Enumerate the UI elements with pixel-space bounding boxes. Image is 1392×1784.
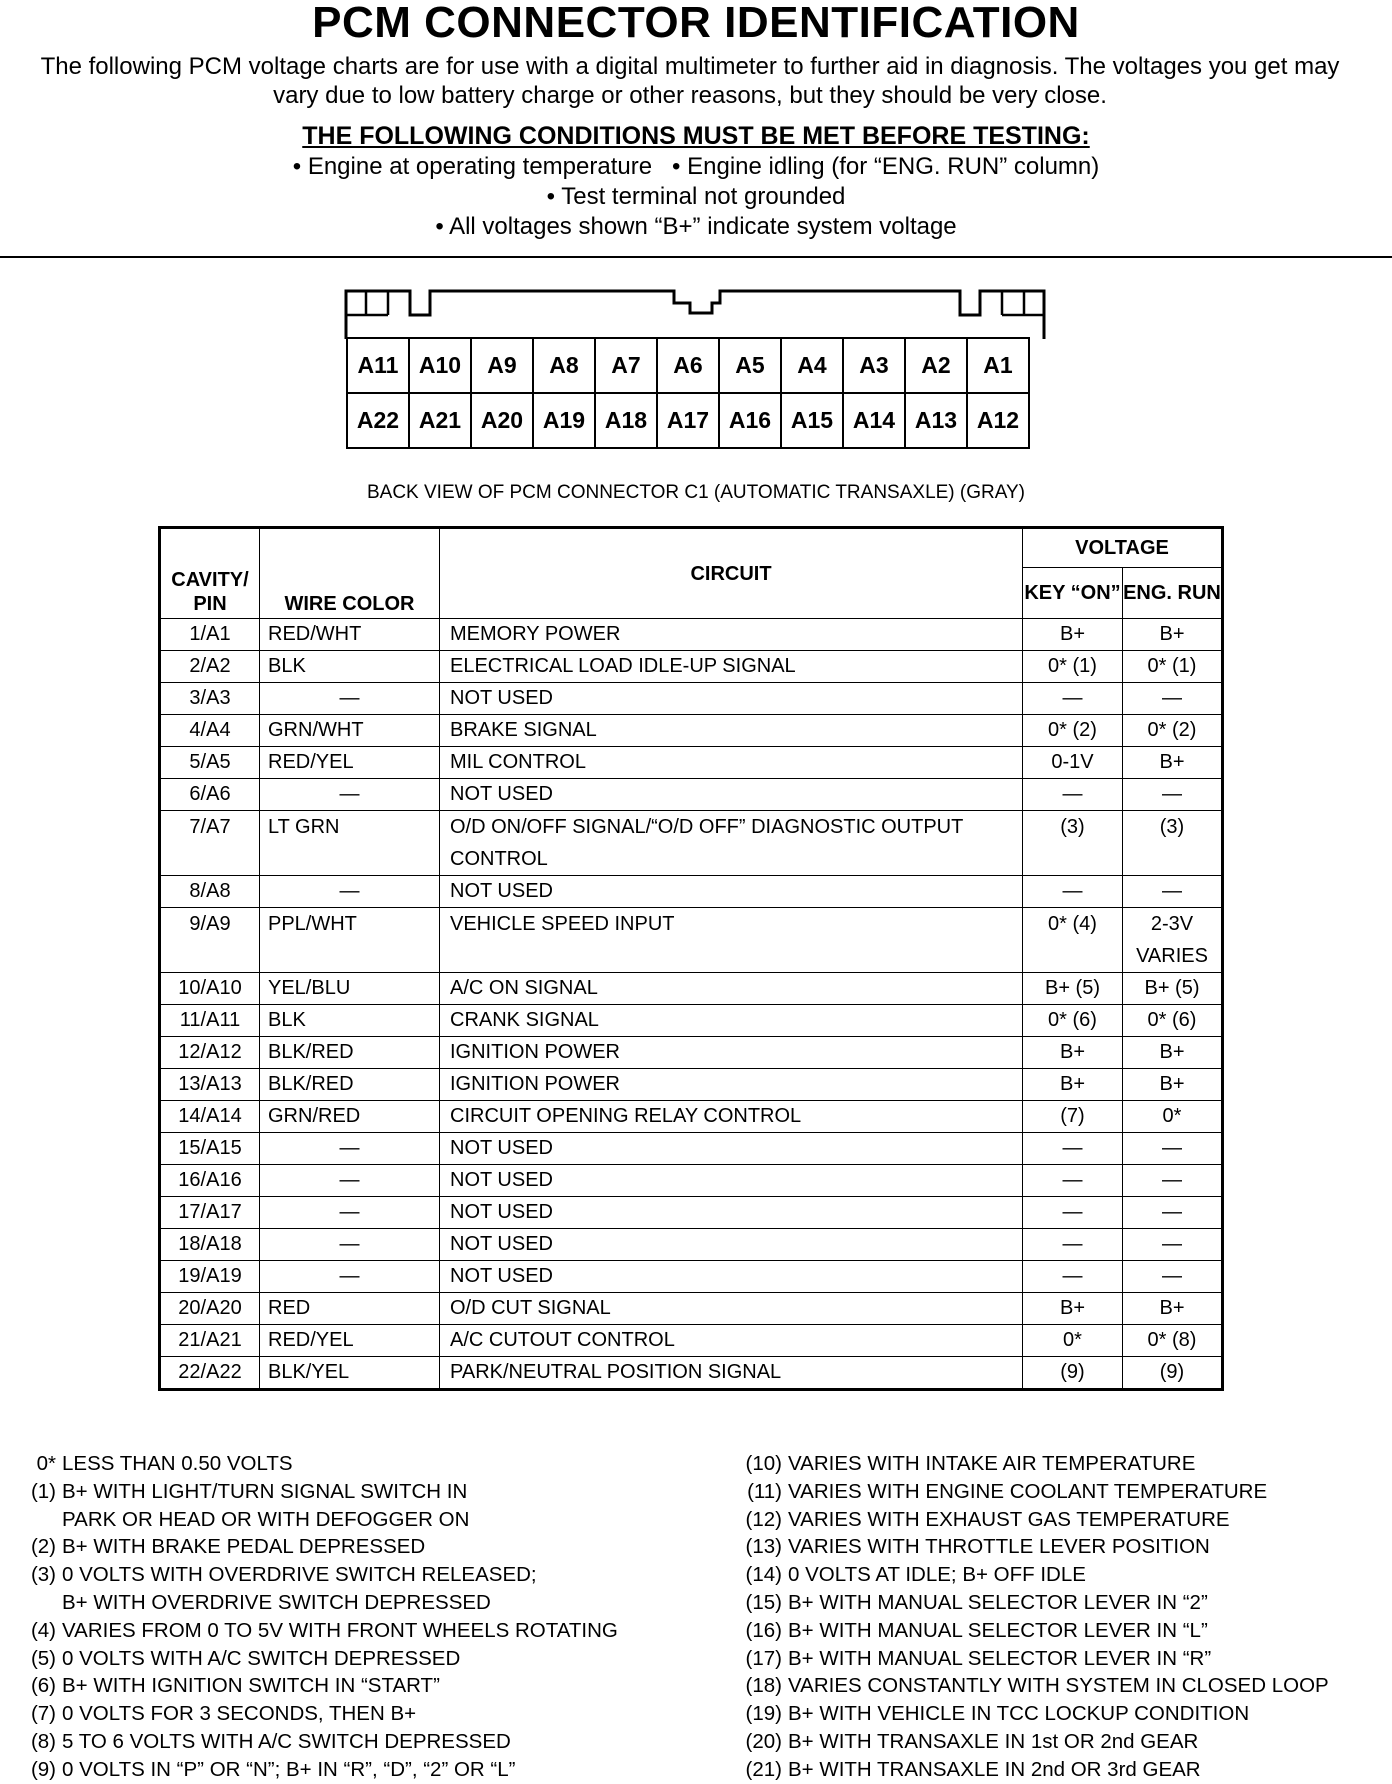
wire-color-cell: — <box>260 779 440 811</box>
table-row <box>160 683 1223 715</box>
table-row <box>160 1261 1223 1293</box>
table-row <box>160 1197 1223 1229</box>
circuit-cell: NOT USED <box>440 1229 1023 1261</box>
header-voltage: VOLTAGE <box>1023 528 1223 568</box>
circuit-cell: NOT USED <box>440 1261 1023 1293</box>
key-on-voltage-cell: — <box>1023 1197 1123 1229</box>
circuit-cell: VEHICLE SPEED INPUT <box>440 908 1023 973</box>
circuit-cell: MEMORY POWER <box>440 619 1023 651</box>
eng-run-voltage-cell: B+ <box>1123 1293 1223 1325</box>
footnote <box>14 1589 704 1617</box>
pin-cell: 5/A5 <box>160 747 260 779</box>
footnote-text: LESS THAN 0.50 VOLTS <box>62 1452 293 1475</box>
wire-color-cell: RED/YEL <box>260 1325 440 1357</box>
footnote-number: 0* <box>36 1452 56 1475</box>
pin-cell: 2/A2 <box>160 651 260 683</box>
pin-cell: 16/A16 <box>160 1165 260 1197</box>
footnote-text: VARIES WITH EXHAUST GAS TEMPERATURE <box>788 1507 1230 1531</box>
table-row <box>160 1165 1223 1197</box>
footnote <box>728 1756 1388 1784</box>
wire-color-cell: BLK <box>260 1005 440 1037</box>
footnote-number: (5) <box>30 1646 56 1670</box>
eng-run-voltage-cell: — <box>1123 1261 1223 1293</box>
wire-color-cell: RED <box>260 1293 440 1325</box>
footnote-number <box>14 1506 62 1534</box>
footnote-text: PARK OR HEAD OR WITH DEFOGGER ON <box>62 1507 470 1531</box>
connector-pin-row <box>347 393 1029 448</box>
key-on-voltage-cell: 0* (6) <box>1023 1005 1123 1037</box>
connector-caption: BACK VIEW OF PCM CONNECTOR C1 (AUTOMATIC TRANSAXLE) (GRAY) <box>366 482 1026 503</box>
eng-run-voltage-cell: B+ (5) <box>1123 973 1223 1005</box>
pin-cell: 21/A21 <box>160 1325 260 1357</box>
pin-cell: 6/A6 <box>160 779 260 811</box>
table-row <box>160 1069 1223 1101</box>
footnote <box>14 1533 704 1561</box>
footnote-text: B+ WITH OVERDRIVE SWITCH DEPRESSED <box>62 1590 491 1614</box>
table-row <box>160 811 1223 876</box>
key-on-voltage-cell: — <box>1023 1229 1123 1261</box>
pin-cell: 10/A10 <box>160 973 260 1005</box>
circuit-cell: PARK/NEUTRAL POSITION SIGNAL <box>440 1357 1023 1390</box>
table-row <box>160 1101 1223 1133</box>
wire-color-cell: BLK/RED <box>260 1069 440 1101</box>
footnote-text: B+ WITH MANUAL SELECTOR LEVER IN “R” <box>788 1646 1212 1670</box>
table-row <box>160 715 1223 747</box>
pin-cell: 11/A11 <box>160 1005 260 1037</box>
footnote <box>728 1506 1388 1534</box>
footnote <box>14 1561 704 1589</box>
key-on-voltage-cell: — <box>1023 1133 1123 1165</box>
footnote-number: (18) <box>745 1674 782 1698</box>
footnote <box>728 1561 1388 1589</box>
circuit-cell: CIRCUIT OPENING RELAY CONTROL <box>440 1101 1023 1133</box>
footnote-text: 0 VOLTS WITH OVERDRIVE SWITCH RELEASED; <box>62 1563 537 1587</box>
table-row <box>160 1037 1223 1069</box>
wire-color-cell: RED/WHT <box>260 619 440 651</box>
footnote-text: VARIES CONSTANTLY WITH SYSTEM IN CLOSED LOOP <box>788 1674 1329 1698</box>
key-on-voltage-cell: — <box>1023 683 1123 715</box>
footnote-text: B+ WITH LIGHT/TURN SIGNAL SWITCH IN <box>62 1479 468 1503</box>
pin-cell: 9/A9 <box>160 908 260 973</box>
wire-color-cell: — <box>260 1165 440 1197</box>
footnote-number: (7) <box>30 1702 56 1726</box>
pin-cell: 17/A17 <box>160 1197 260 1229</box>
footnote-text: VARIES FROM 0 TO 5V WITH FRONT WHEELS ROTATING <box>62 1618 618 1642</box>
circuit-cell: BRAKE SIGNAL <box>440 715 1023 747</box>
footnote-text: B+ WITH TRANSAXLE IN 2nd OR 3rd GEAR <box>788 1757 1201 1781</box>
key-on-voltage-cell: — <box>1023 779 1123 811</box>
wire-color-cell: — <box>260 1197 440 1229</box>
condition-line: • Test terminal not grounded <box>546 183 846 210</box>
wire-color-cell: LT GRN <box>260 811 440 876</box>
footnote-number: (19) <box>745 1702 782 1726</box>
footnote-number: (21) <box>745 1757 782 1781</box>
pin-cell: 14/A14 <box>160 1101 260 1133</box>
table-row <box>160 1293 1223 1325</box>
eng-run-voltage-cell: B+ <box>1123 1037 1223 1069</box>
footnote-text: B+ WITH MANUAL SELECTOR LEVER IN “L” <box>788 1618 1208 1642</box>
footnote-text: B+ WITH VEHICLE IN TCC LOCKUP CONDITION <box>788 1702 1250 1726</box>
key-on-voltage-cell: (3) <box>1023 811 1123 876</box>
key-on-voltage-cell: 0* <box>1023 1325 1123 1357</box>
footnote-text: VARIES WITH THROTTLE LEVER POSITION <box>788 1535 1210 1559</box>
footnote <box>14 1672 704 1700</box>
wire-color-cell: GRN/RED <box>260 1101 440 1133</box>
footnote-text: 0 VOLTS FOR 3 SECONDS, THEN B+ <box>62 1702 417 1726</box>
table-row <box>160 1229 1223 1261</box>
connector-pin: A15 <box>781 393 843 448</box>
key-on-voltage-cell: B+ <box>1023 1069 1123 1101</box>
connector-pin: A7 <box>595 338 657 393</box>
header-eng-run: ENG. RUN <box>1123 568 1223 619</box>
connector-pin: A9 <box>471 338 533 393</box>
key-on-voltage-cell: (7) <box>1023 1101 1123 1133</box>
footnote-text: B+ WITH BRAKE PEDAL DEPRESSED <box>62 1535 426 1559</box>
eng-run-voltage-cell: 0* <box>1123 1101 1223 1133</box>
connector-pin: A3 <box>843 338 905 393</box>
table-row <box>160 908 1223 973</box>
footnote <box>14 1506 704 1534</box>
footnote <box>728 1617 1388 1645</box>
footnote-number: (2) <box>30 1535 56 1559</box>
conditions-list <box>0 152 1392 242</box>
key-on-voltage-cell: B+ (5) <box>1023 973 1123 1005</box>
footnote-number: (3) <box>30 1563 56 1587</box>
header-key-on: KEY “ON” <box>1023 568 1123 619</box>
key-on-voltage-cell: — <box>1023 1261 1123 1293</box>
footnote <box>728 1589 1388 1617</box>
key-on-voltage-cell: — <box>1023 1165 1123 1197</box>
eng-run-voltage-cell: 0* (2) <box>1123 715 1223 747</box>
pin-cell: 3/A3 <box>160 683 260 715</box>
connector-pin: A2 <box>905 338 967 393</box>
wire-color-cell: RED/YEL <box>260 747 440 779</box>
footnote-text: VARIES WITH INTAKE AIR TEMPERATURE <box>788 1452 1196 1475</box>
key-on-voltage-cell: B+ <box>1023 619 1123 651</box>
footnote-text: 0 VOLTS WITH A/C SWITCH DEPRESSED <box>62 1646 461 1670</box>
table-row <box>160 651 1223 683</box>
circuit-cell: O/D ON/OFF SIGNAL/“O/D OFF” DIAGNOSTIC OUTPUT CONTROL <box>440 811 1023 876</box>
pin-cell: 13/A13 <box>160 1069 260 1101</box>
condition-line: • All voltages shown “B+” indicate system voltage <box>435 213 957 240</box>
pin-cell: 19/A19 <box>160 1261 260 1293</box>
footnote-text: B+ WITH IGNITION SWITCH IN “START” <box>62 1674 440 1698</box>
table-row <box>160 779 1223 811</box>
connector-pin: A11 <box>347 338 409 393</box>
circuit-cell: IGNITION POWER <box>440 1037 1023 1069</box>
footnote-number: (10) <box>745 1452 782 1475</box>
circuit-cell: NOT USED <box>440 1133 1023 1165</box>
footnote <box>728 1728 1388 1756</box>
connector-pin: A20 <box>471 393 533 448</box>
footnote <box>728 1700 1388 1728</box>
key-on-voltage-cell: 0* (4) <box>1023 908 1123 973</box>
footnote-number: (9) <box>30 1757 56 1781</box>
connector-pin: A16 <box>719 393 781 448</box>
footnote <box>14 1728 704 1756</box>
wire-color-cell: — <box>260 1229 440 1261</box>
intro-paragraph: The following PCM voltage charts are for use with a digital multimeter to further aid in diagnosis. The voltages you get may vary due to low battery charge or other reasons, but they should be very close. <box>40 53 1340 109</box>
circuit-cell: O/D CUT SIGNAL <box>440 1293 1023 1325</box>
table-row <box>160 876 1223 908</box>
circuit-cell: NOT USED <box>440 779 1023 811</box>
footnote-number: (14) <box>745 1563 782 1587</box>
wire-color-cell: — <box>260 1261 440 1293</box>
connector-pin: A19 <box>533 393 595 448</box>
circuit-cell: CRANK SIGNAL <box>440 1005 1023 1037</box>
pin-cell: 1/A1 <box>160 619 260 651</box>
eng-run-voltage-cell: — <box>1123 876 1223 908</box>
eng-run-voltage-cell: (9) <box>1123 1357 1223 1390</box>
eng-run-voltage-cell: 2-3V VARIES <box>1123 908 1223 973</box>
footnote-number: (6) <box>30 1674 56 1698</box>
table-row <box>160 973 1223 1005</box>
footnote <box>14 1617 704 1645</box>
connector-pin: A22 <box>347 393 409 448</box>
table-row <box>160 1133 1223 1165</box>
circuit-cell: A/C CUTOUT CONTROL <box>440 1325 1023 1357</box>
pin-voltage-table <box>158 526 1224 1391</box>
pin-cell: 15/A15 <box>160 1133 260 1165</box>
wire-color-cell: BLK/YEL <box>260 1357 440 1390</box>
connector-pin: A18 <box>595 393 657 448</box>
footnote-number: (8) <box>30 1729 56 1753</box>
eng-run-voltage-cell: B+ <box>1123 1069 1223 1101</box>
pin-cell: 8/A8 <box>160 876 260 908</box>
table-row <box>160 1005 1223 1037</box>
connector-pin: A13 <box>905 393 967 448</box>
footnote-number: (4) <box>30 1618 56 1642</box>
footnote-number: (15) <box>745 1590 782 1614</box>
footnote-number: (17) <box>745 1646 782 1670</box>
key-on-voltage-cell: 0* (2) <box>1023 715 1123 747</box>
footnote-number: (1) <box>30 1479 56 1503</box>
key-on-voltage-cell: 0-1V <box>1023 747 1123 779</box>
connector-pin: A14 <box>843 393 905 448</box>
pin-cell: 22/A22 <box>160 1357 260 1390</box>
footnote <box>728 1645 1388 1673</box>
header-wire-color: WIRE COLOR <box>260 528 440 619</box>
footnote-number <box>14 1589 62 1617</box>
connector-pin: A4 <box>781 338 843 393</box>
header-cavity: CAVITY/ PIN <box>160 528 260 619</box>
pin-cell: 12/A12 <box>160 1037 260 1069</box>
notes-right <box>728 1450 1388 1784</box>
key-on-voltage-cell: 0* (1) <box>1023 651 1123 683</box>
footnote-text: 0 VOLTS AT IDLE; B+ OFF IDLE <box>788 1563 1086 1587</box>
connector-pin: A10 <box>409 338 471 393</box>
footnote-number: (20) <box>745 1729 782 1753</box>
wire-color-cell: PPL/WHT <box>260 908 440 973</box>
eng-run-voltage-cell: B+ <box>1123 747 1223 779</box>
table-row <box>160 1357 1223 1390</box>
footnote-number: (12) <box>745 1507 782 1531</box>
wire-color-cell: BLK <box>260 651 440 683</box>
footnote-number: (11) <box>747 1479 782 1503</box>
footnote <box>728 1672 1388 1700</box>
footnote <box>728 1478 1388 1506</box>
circuit-cell: IGNITION POWER <box>440 1069 1023 1101</box>
circuit-cell: NOT USED <box>440 1165 1023 1197</box>
footnote-text: B+ WITH TRANSAXLE IN 1st OR 2nd GEAR <box>788 1729 1199 1753</box>
footnote <box>14 1450 704 1478</box>
eng-run-voltage-cell: 0* (6) <box>1123 1005 1223 1037</box>
wire-color-cell: — <box>260 1133 440 1165</box>
connector-pin: A21 <box>409 393 471 448</box>
pin-cell: 18/A18 <box>160 1229 260 1261</box>
eng-run-voltage-cell: — <box>1123 683 1223 715</box>
page-title: PCM CONNECTOR IDENTIFICATION <box>312 0 1080 47</box>
wire-color-cell: — <box>260 876 440 908</box>
wire-color-cell: GRN/WHT <box>260 715 440 747</box>
footnote <box>14 1645 704 1673</box>
circuit-cell: A/C ON SIGNAL <box>440 973 1023 1005</box>
connector-outline-icon <box>340 283 1050 343</box>
footnote <box>14 1478 704 1506</box>
connector-pin-row <box>347 338 1029 393</box>
footnote <box>14 1700 704 1728</box>
table-row <box>160 619 1223 651</box>
footnote-number: (16) <box>745 1618 782 1642</box>
connector-pin: A6 <box>657 338 719 393</box>
eng-run-voltage-cell: B+ <box>1123 619 1223 651</box>
footnote-text: VARIES WITH ENGINE COOLANT TEMPERATURE <box>788 1479 1268 1503</box>
wire-color-cell: BLK/RED <box>260 1037 440 1069</box>
key-on-voltage-cell: (9) <box>1023 1357 1123 1390</box>
eng-run-voltage-cell: (3) <box>1123 811 1223 876</box>
table-row <box>160 1325 1223 1357</box>
notes-left <box>14 1450 704 1784</box>
footnote <box>14 1756 704 1784</box>
key-on-voltage-cell: — <box>1023 876 1123 908</box>
connector-pin: A8 <box>533 338 595 393</box>
footnote-text: 5 TO 6 VOLTS WITH A/C SWITCH DEPRESSED <box>62 1729 511 1753</box>
eng-run-voltage-cell: 0* (8) <box>1123 1325 1223 1357</box>
section-divider <box>0 256 1392 258</box>
key-on-voltage-cell: B+ <box>1023 1037 1123 1069</box>
table-row <box>160 747 1223 779</box>
connector-pin-grid <box>346 337 1030 449</box>
pin-cell: 7/A7 <box>160 811 260 876</box>
circuit-cell: NOT USED <box>440 683 1023 715</box>
key-on-voltage-cell: B+ <box>1023 1293 1123 1325</box>
eng-run-voltage-cell: — <box>1123 1197 1223 1229</box>
pin-cell: 20/A20 <box>160 1293 260 1325</box>
eng-run-voltage-cell: — <box>1123 1229 1223 1261</box>
footnote <box>728 1533 1388 1561</box>
footnote-number: (13) <box>745 1535 782 1559</box>
footnote-text: B+ WITH MANUAL SELECTOR LEVER IN “2” <box>788 1590 1208 1614</box>
connector-pin: A12 <box>967 393 1029 448</box>
circuit-cell: ELECTRICAL LOAD IDLE-UP SIGNAL <box>440 651 1023 683</box>
eng-run-voltage-cell: — <box>1123 1133 1223 1165</box>
circuit-cell: MIL CONTROL <box>440 747 1023 779</box>
eng-run-voltage-cell: — <box>1123 1165 1223 1197</box>
footnote <box>728 1450 1388 1478</box>
conditions-heading: THE FOLLOWING CONDITIONS MUST BE MET BEFORE TESTING: <box>302 122 1090 150</box>
header-circuit: CIRCUIT <box>440 528 1023 619</box>
condition-line: • Engine at operating temperature • Engine idling (for “ENG. RUN” column) <box>292 153 1100 180</box>
wire-color-cell: YEL/BLU <box>260 973 440 1005</box>
eng-run-voltage-cell: 0* (1) <box>1123 651 1223 683</box>
pin-cell: 4/A4 <box>160 715 260 747</box>
connector-pin: A17 <box>657 393 719 448</box>
footnote-text: 0 VOLTS IN “P” OR “N”; B+ IN “R”, “D”, “2” OR “L” <box>62 1757 516 1781</box>
wire-color-cell: — <box>260 683 440 715</box>
connector-pin: A5 <box>719 338 781 393</box>
connector-pin: A1 <box>967 338 1029 393</box>
circuit-cell: NOT USED <box>440 1197 1023 1229</box>
eng-run-voltage-cell: — <box>1123 779 1223 811</box>
circuit-cell: NOT USED <box>440 876 1023 908</box>
